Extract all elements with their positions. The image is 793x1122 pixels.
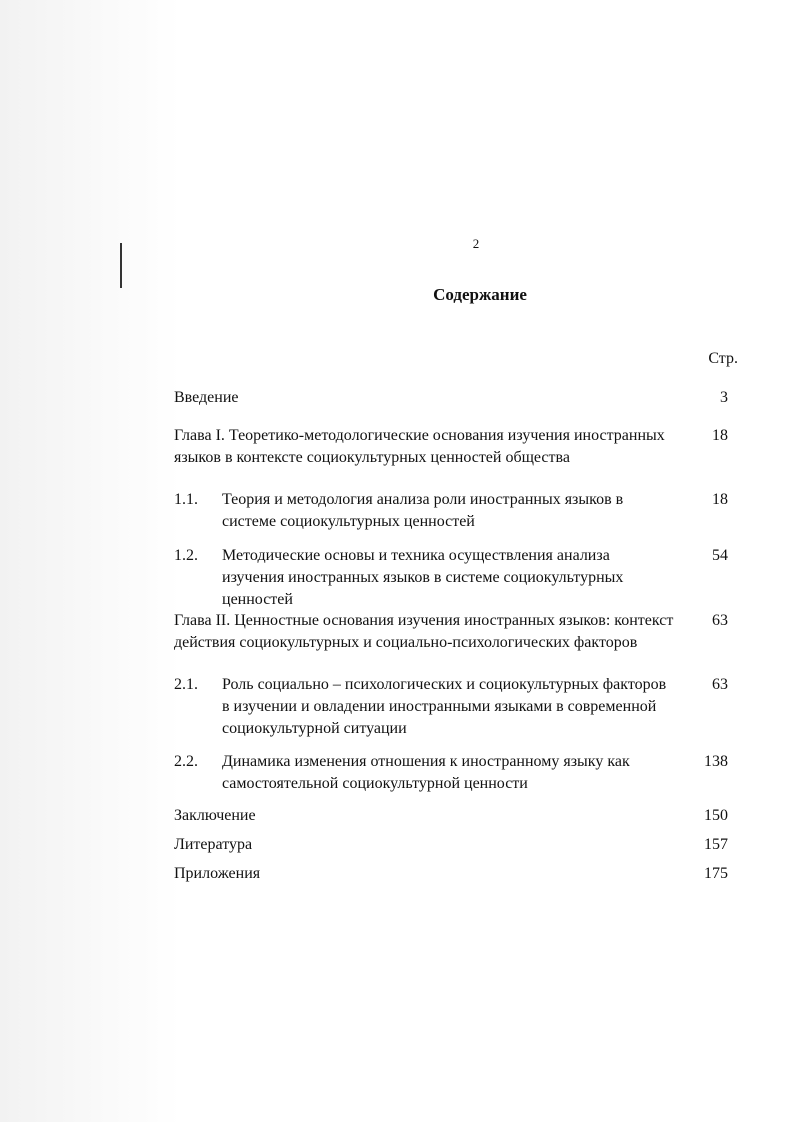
toc-entry-text: Глава I. Теоретико-методологические основания изучения иностранных языков в контексте социокультурных ценностей общества xyxy=(174,427,665,466)
page-title: Содержание xyxy=(433,285,527,304)
toc-entry-number: 1.1. xyxy=(174,491,198,508)
toc-entry-page: 157 xyxy=(704,836,728,853)
toc-entry-text: Роль социально – психологических и социокультурных факторов в изучении и овладении иностранными языками в современной социокультурной ситуации xyxy=(222,676,667,737)
toc-entry-text: Методические основы и техника осуществления анализа изучения иностранных языков в системе социокультурных ценностей xyxy=(222,547,624,608)
toc-entry-literature xyxy=(174,834,738,856)
toc-entry-chapter-1 xyxy=(174,425,738,491)
toc-entry-page: 18 xyxy=(712,427,728,444)
toc-entry-section-2-1 xyxy=(174,674,738,740)
toc-entry-page: 63 xyxy=(712,676,728,693)
toc-entry-conclusion xyxy=(174,805,738,827)
page-number: 2 xyxy=(472,236,480,251)
toc-entry-text: Глава II. Ценностные основания изучения иностранных языков: контекст действия социокультурных и социально-психологических факторов xyxy=(174,612,674,651)
page-column-header: Стр. xyxy=(708,350,738,367)
toc-entry-number: 1.2. xyxy=(174,547,198,564)
toc-entry-page: 138 xyxy=(704,753,728,770)
toc-entry-chapter-2 xyxy=(174,610,738,676)
toc-entry-page: 175 xyxy=(704,865,728,882)
toc-entry-number: 2.1. xyxy=(174,676,198,693)
toc-entry-text: Теория и методология анализа роли иностранных языков в системе социокультурных ценностей xyxy=(222,491,624,530)
toc-entry-page: 54 xyxy=(712,547,728,564)
toc-entry-page: 3 xyxy=(720,389,728,406)
toc-entry-text: Литература xyxy=(174,836,253,853)
toc-entry-text: Введение xyxy=(174,389,239,406)
toc-entry-number: 2.2. xyxy=(174,753,198,770)
toc-entry-page: 150 xyxy=(704,807,728,824)
toc-entry-section-1-2 xyxy=(174,545,738,611)
toc-entry-page: 18 xyxy=(712,491,728,508)
toc-entry-appendices xyxy=(174,863,738,885)
toc-entry-text: Приложения xyxy=(174,865,261,882)
toc-entry-text: Динамика изменения отношения к иностранному языку как самостоятельной социокультурной ценности xyxy=(222,753,630,792)
toc-entry-section-1-1 xyxy=(174,489,738,533)
toc-entry-text: Заключение xyxy=(174,807,256,824)
toc-entry-page: 63 xyxy=(712,612,728,629)
scan-margin-mark xyxy=(120,243,122,288)
toc-entry-intro xyxy=(174,387,738,409)
toc-entry-section-2-2 xyxy=(174,751,738,795)
